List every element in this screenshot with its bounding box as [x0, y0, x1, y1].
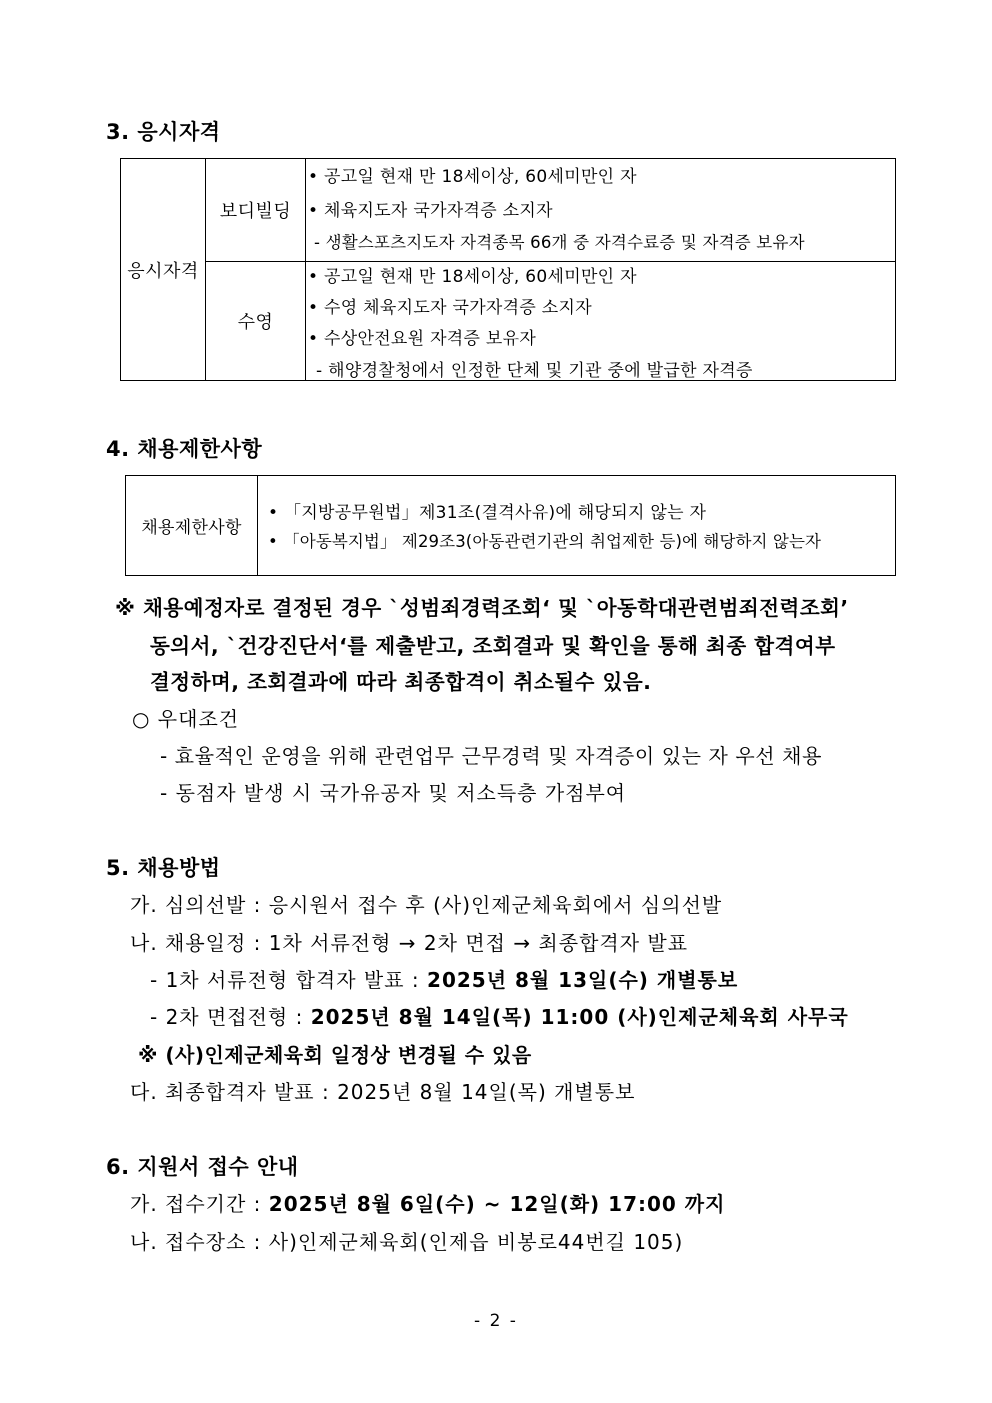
restriction-line: • 「아동복지법」 제29조3(아동관련기관의 취업제한 등)에 해당하지 않는자: [268, 532, 822, 551]
schedule-step-1-label: - 1차 서류전형 합격자 발표 :: [150, 968, 428, 992]
schedule-step-1-date: 2025년 8월 13일(수) 개별통보: [427, 968, 739, 992]
qualification-category-cell: [121, 159, 206, 381]
restriction-category: 채용제한사항: [141, 518, 242, 538]
restriction-items-cell: [258, 476, 896, 576]
preference-item: - 효율적인 운영을 위해 관련업무 근무경력 및 자격증이 있는 자 우선 채용: [160, 744, 823, 768]
requirement-line: • 수상안전요원 자격증 보유자: [308, 329, 537, 349]
field-bodybuilding: 보디빌딩: [219, 201, 292, 222]
schedule-note: ※ (사)인제군체육회 일정상 변경될 수 있음: [138, 1043, 532, 1067]
requirement-line: • 체육지도자 국가자격증 소지자: [308, 201, 553, 221]
section6-title: 6. 지원서 접수 안내: [106, 1155, 299, 1179]
restriction-category-cell: [126, 476, 258, 576]
field-swimming: 수영: [237, 312, 274, 333]
qualification-category: 응시자격: [127, 260, 199, 282]
requirements-cell-swimming: [306, 262, 896, 381]
page-number: - 2 -: [474, 1311, 518, 1331]
application-place: 나. 접수장소 : 사)인제군체육회(인제읍 비봉로44번길 105): [130, 1230, 684, 1254]
preference-title: ○ 우대조건: [132, 707, 240, 731]
method-schedule: 나. 채용일정 : 1차 서류전형 → 2차 면접 → 최종합격자 발표: [130, 931, 689, 955]
requirements-cell-bodybuilding: [306, 159, 896, 262]
application-period: [130, 1188, 725, 1217]
restriction-table: [125, 475, 896, 576]
notice-line: 결정하며, 조회결과에 따라 최종합격이 취소될수 있음.: [150, 670, 652, 694]
method-selection: 가. 심의선발 : 응시원서 접수 후 (사)인제군체육회에서 심의선발: [130, 893, 723, 917]
field-cell-swimming: [206, 262, 306, 381]
notice-line: ※ 채용예정자로 결정된 경우 `성범죄경력조회‘ 및 `아동학대관련범죄전력조회’: [115, 596, 849, 620]
section4-title: 4. 채용제한사항: [106, 437, 263, 461]
field-cell-bodybuilding: [206, 159, 306, 262]
section3-title: 3. 응시자격: [106, 120, 221, 144]
section5-title: 5. 채용방법: [106, 856, 221, 880]
schedule-step-2-date: 2025년 8월 14일(목) 11:00 (사)인제군체육회 사무국: [310, 1005, 849, 1029]
requirement-subline: - 해양경찰청에서 인정한 단체 및 기관 중에 발급한 자격증: [316, 361, 753, 381]
schedule-step-2-label: - 2차 면접전형 :: [150, 1005, 311, 1029]
preference-item: - 동점자 발생 시 국가유공자 및 저소득층 가점부여: [160, 781, 627, 805]
requirement-line: • 공고일 현재 만 18세이상, 60세미만인 자: [308, 167, 637, 187]
requirement-line: • 수영 체육지도자 국가자격증 소지자: [308, 298, 592, 318]
notice-line: 동의서, `건강진단서‘를 제출받고, 조회결과 및 확인을 통해 최종 합격여부: [150, 634, 836, 658]
schedule-step-2: [150, 1001, 849, 1030]
requirement-line: • 공고일 현재 만 18세이상, 60세미만인 자: [308, 267, 637, 287]
qualification-table: [120, 158, 896, 381]
requirement-subline: - 생활스포츠지도자 자격종목 66개 중 자격수료증 및 자격증 보유자: [314, 233, 805, 252]
final-announcement: 다. 최종합격자 발표 : 2025년 8월 14일(목) 개별통보: [130, 1080, 636, 1104]
schedule-step-1: [150, 964, 738, 993]
application-period-label: 가. 접수기간 :: [130, 1192, 269, 1216]
application-period-value: 2025년 8월 6일(수) ~ 12일(화) 17:00 까지: [268, 1192, 726, 1216]
restriction-line: • 「지방공무원법」제31조(결격사유)에 해당되지 않는 자: [268, 503, 707, 523]
